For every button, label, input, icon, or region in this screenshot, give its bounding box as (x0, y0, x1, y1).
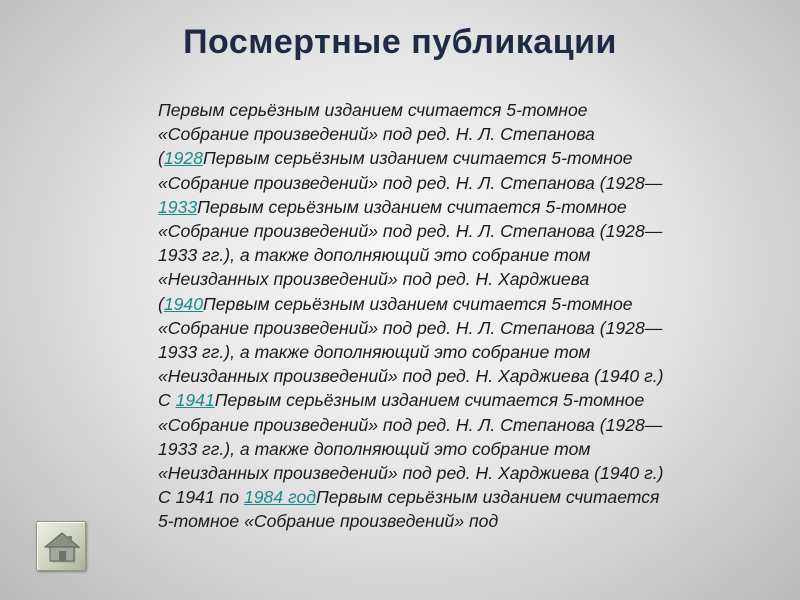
body-text-5: Первым серьёзным изданием считается 5-томное «Собрание произведений» под ред. Н. Л. Степанова (1928—1933 гг.), а также дополняющий это собрание том «Неизданных произведений» под ред. Н. Харджиева (1940 г.) С 1941 по (158, 390, 664, 508)
slide-title: Посмертные публикации (183, 23, 617, 61)
body-paragraph (158, 98, 668, 534)
link-1984[interactable]: 1984 год (243, 487, 317, 508)
body-text-6: Первым серьёзным изданием считается 5-томное «Собрание произведений» под (158, 487, 660, 532)
body-text-1: Первым серьёзным изданием считается 5-томное «Собрание произведений» под ред. Н. Л. Степанова ( (158, 100, 595, 169)
body-text-3: Первым серьёзным изданием считается 5-томное «Собрание произведений» под ред. Н. Л. Степанова (1928—1933 гг.), а также дополняющий это собрание том «Неизданных произведений» под ред. Н. Харджиева ( (158, 196, 663, 314)
body-text-4: Первым серьёзным изданием считается 5-томное «Собрание произведений» под ред. Н. Л. Степанова (1928—1933 гг.), а также дополняющий это собрание том «Неизданных произведений» под ред. Н. Харджиева (1940 г.) С (158, 293, 664, 411)
body-text-2: Первым серьёзным изданием считается 5-томное «Собрание произведений» под ред. Н. Л. Степанова (1928— (158, 148, 663, 193)
link-1933[interactable]: 1933 (158, 196, 198, 217)
home-button[interactable] (36, 521, 86, 571)
link-1940[interactable]: 1940 (163, 293, 203, 314)
link-1928[interactable]: 1928 (163, 148, 203, 169)
home-icon (42, 527, 82, 567)
link-1941[interactable]: 1941 (175, 390, 215, 411)
